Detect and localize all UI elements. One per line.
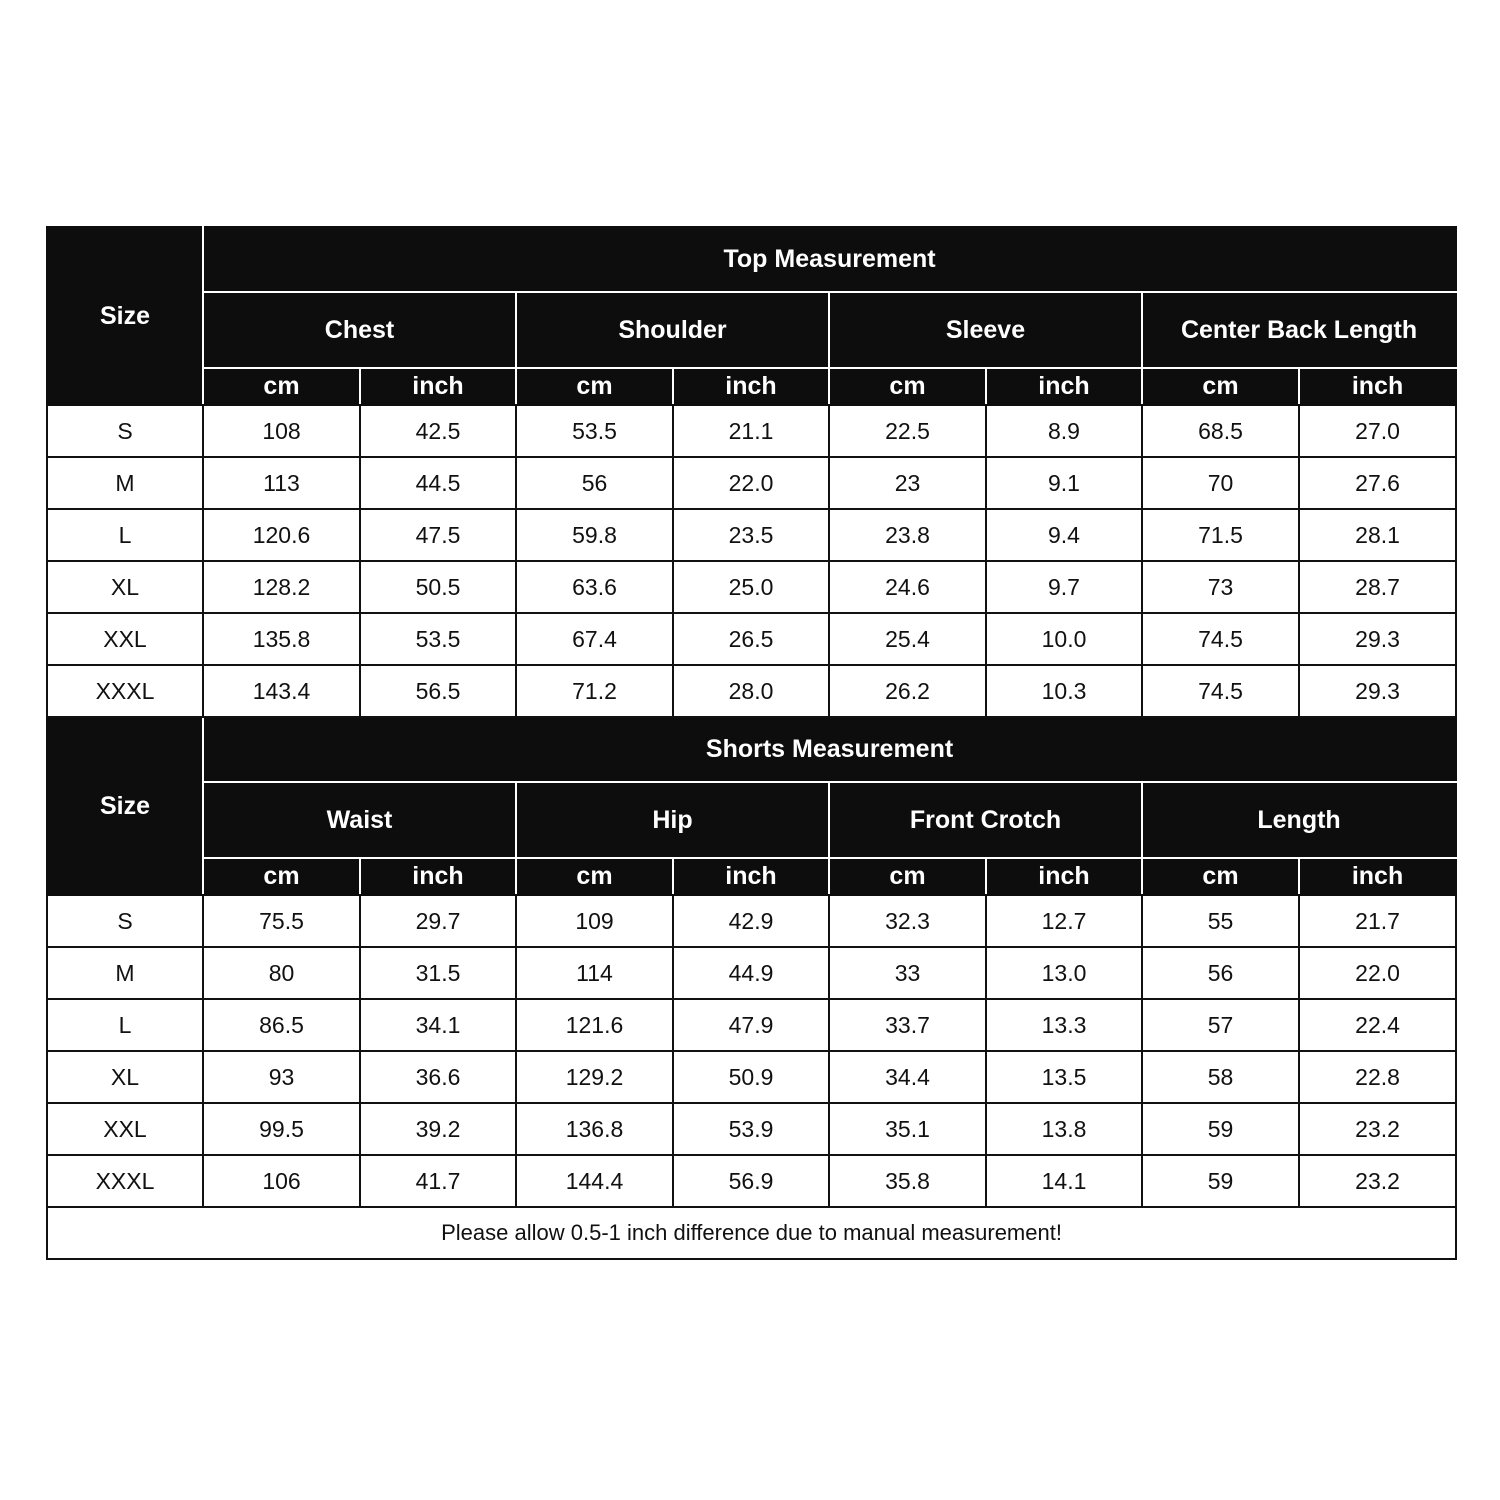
measurement-cell: 14.1 bbox=[986, 1155, 1142, 1207]
size-cell: S bbox=[47, 405, 203, 457]
unit-row bbox=[47, 368, 1456, 405]
measurement-cell: 25.0 bbox=[673, 561, 829, 613]
table-row bbox=[47, 1103, 1456, 1155]
unit-inch-header: inch bbox=[1299, 368, 1456, 405]
size-cell: L bbox=[47, 999, 203, 1051]
measurement-cell: 34.1 bbox=[360, 999, 516, 1051]
measurement-cell: 47.9 bbox=[673, 999, 829, 1051]
measurement-cell: 136.8 bbox=[516, 1103, 673, 1155]
size-cell: XXL bbox=[47, 613, 203, 665]
measurement-cell: 44.9 bbox=[673, 947, 829, 999]
measurement-cell: 22.5 bbox=[829, 405, 986, 457]
measurement-cell: 129.2 bbox=[516, 1051, 673, 1103]
size-cell: M bbox=[47, 457, 203, 509]
measurement-cell: 28.0 bbox=[673, 665, 829, 717]
measurement-cell: 106 bbox=[203, 1155, 360, 1207]
measurement-cell: 71.2 bbox=[516, 665, 673, 717]
measurement-cell: 22.0 bbox=[1299, 947, 1456, 999]
measurement-cell: 75.5 bbox=[203, 895, 360, 947]
measurement-cell: 8.9 bbox=[986, 405, 1142, 457]
measurement-cell: 22.8 bbox=[1299, 1051, 1456, 1103]
measurement-cell: 27.0 bbox=[1299, 405, 1456, 457]
table-row bbox=[47, 1051, 1456, 1103]
measurement-cell: 26.5 bbox=[673, 613, 829, 665]
measurement-cell: 47.5 bbox=[360, 509, 516, 561]
measurement-cell: 67.4 bbox=[516, 613, 673, 665]
table-row bbox=[47, 561, 1456, 613]
unit-cm-header: cm bbox=[203, 368, 360, 405]
table-row bbox=[47, 947, 1456, 999]
measurement-cell: 23.2 bbox=[1299, 1155, 1456, 1207]
measurement-cell: 50.5 bbox=[360, 561, 516, 613]
measurement-cell: 44.5 bbox=[360, 457, 516, 509]
measurement-cell: 80 bbox=[203, 947, 360, 999]
measurement-cell: 13.8 bbox=[986, 1103, 1142, 1155]
measurement-cell: 12.7 bbox=[986, 895, 1142, 947]
size-chart bbox=[46, 226, 1455, 1260]
measurement-cell: 56.5 bbox=[360, 665, 516, 717]
measurement-note: Please allow 0.5-1 inch difference due to manual measurement! bbox=[47, 1207, 1456, 1259]
measurement-cell: 108 bbox=[203, 405, 360, 457]
table-row bbox=[47, 405, 1456, 457]
measurement-cell: 35.1 bbox=[829, 1103, 986, 1155]
measurement-cell: 13.3 bbox=[986, 999, 1142, 1051]
measurement-cell: 9.4 bbox=[986, 509, 1142, 561]
measurement-group-header: Chest bbox=[203, 292, 516, 368]
measurement-cell: 9.7 bbox=[986, 561, 1142, 613]
size-cell: L bbox=[47, 509, 203, 561]
table-row bbox=[47, 509, 1456, 561]
measurement-cell: 59.8 bbox=[516, 509, 673, 561]
measurement-cell: 28.1 bbox=[1299, 509, 1456, 561]
measurement-cell: 70 bbox=[1142, 457, 1299, 509]
size-cell: XL bbox=[47, 1051, 203, 1103]
measurement-cell: 27.6 bbox=[1299, 457, 1456, 509]
unit-inch-header: inch bbox=[360, 368, 516, 405]
table-row bbox=[47, 895, 1456, 947]
measurement-group-row bbox=[47, 782, 1456, 858]
measurement-cell: 56 bbox=[1142, 947, 1299, 999]
measurement-cell: 28.7 bbox=[1299, 561, 1456, 613]
measurement-cell: 23 bbox=[829, 457, 986, 509]
measurement-group-header: Front Crotch bbox=[829, 782, 1142, 858]
unit-inch-header: inch bbox=[673, 368, 829, 405]
measurement-cell: 29.7 bbox=[360, 895, 516, 947]
measurement-cell: 74.5 bbox=[1142, 613, 1299, 665]
measurement-cell: 26.2 bbox=[829, 665, 986, 717]
measurement-cell: 24.6 bbox=[829, 561, 986, 613]
measurement-cell: 143.4 bbox=[203, 665, 360, 717]
measurement-cell: 109 bbox=[516, 895, 673, 947]
unit-cm-header: cm bbox=[1142, 858, 1299, 895]
measurement-group-header: Shoulder bbox=[516, 292, 829, 368]
unit-inch-header: inch bbox=[986, 368, 1142, 405]
measurement-cell: 121.6 bbox=[516, 999, 673, 1051]
measurement-cell: 13.0 bbox=[986, 947, 1142, 999]
measurement-cell: 39.2 bbox=[360, 1103, 516, 1155]
measurement-cell: 23.2 bbox=[1299, 1103, 1456, 1155]
measurement-group-header: Waist bbox=[203, 782, 516, 858]
measurement-cell: 86.5 bbox=[203, 999, 360, 1051]
unit-cm-header: cm bbox=[829, 858, 986, 895]
unit-row bbox=[47, 858, 1456, 895]
size-cell: XXL bbox=[47, 1103, 203, 1155]
measurement-group-header: Hip bbox=[516, 782, 829, 858]
unit-inch-header: inch bbox=[673, 858, 829, 895]
measurement-cell: 99.5 bbox=[203, 1103, 360, 1155]
measurement-cell: 23.8 bbox=[829, 509, 986, 561]
measurement-cell: 53.5 bbox=[516, 405, 673, 457]
measurement-cell: 23.5 bbox=[673, 509, 829, 561]
size-cell: M bbox=[47, 947, 203, 999]
note-row bbox=[47, 1207, 1456, 1259]
section-title: Top Measurement bbox=[203, 227, 1456, 292]
section-title-row bbox=[47, 717, 1456, 782]
measurement-cell: 35.8 bbox=[829, 1155, 986, 1207]
measurement-cell: 63.6 bbox=[516, 561, 673, 613]
measurement-cell: 59 bbox=[1142, 1103, 1299, 1155]
measurement-cell: 34.4 bbox=[829, 1051, 986, 1103]
measurement-cell: 13.5 bbox=[986, 1051, 1142, 1103]
measurement-cell: 144.4 bbox=[516, 1155, 673, 1207]
size-header: Size bbox=[47, 717, 203, 895]
measurement-cell: 10.3 bbox=[986, 665, 1142, 717]
measurement-cell: 58 bbox=[1142, 1051, 1299, 1103]
unit-inch-header: inch bbox=[360, 858, 516, 895]
table-row bbox=[47, 613, 1456, 665]
measurement-cell: 56.9 bbox=[673, 1155, 829, 1207]
measurement-cell: 68.5 bbox=[1142, 405, 1299, 457]
measurement-cell: 59 bbox=[1142, 1155, 1299, 1207]
section-title: Shorts Measurement bbox=[203, 717, 1456, 782]
measurement-cell: 93 bbox=[203, 1051, 360, 1103]
measurement-cell: 25.4 bbox=[829, 613, 986, 665]
measurement-cell: 22.4 bbox=[1299, 999, 1456, 1051]
measurement-cell: 22.0 bbox=[673, 457, 829, 509]
measurement-cell: 56 bbox=[516, 457, 673, 509]
measurement-cell: 31.5 bbox=[360, 947, 516, 999]
measurement-cell: 128.2 bbox=[203, 561, 360, 613]
measurement-cell: 71.5 bbox=[1142, 509, 1299, 561]
measurement-cell: 113 bbox=[203, 457, 360, 509]
measurement-group-row bbox=[47, 292, 1456, 368]
measurement-cell: 114 bbox=[516, 947, 673, 999]
measurement-cell: 36.6 bbox=[360, 1051, 516, 1103]
measurement-cell: 42.5 bbox=[360, 405, 516, 457]
measurement-cell: 74.5 bbox=[1142, 665, 1299, 717]
size-header: Size bbox=[47, 227, 203, 405]
unit-cm-header: cm bbox=[829, 368, 986, 405]
measurement-cell: 120.6 bbox=[203, 509, 360, 561]
measurement-cell: 53.9 bbox=[673, 1103, 829, 1155]
measurement-cell: 21.7 bbox=[1299, 895, 1456, 947]
size-cell: XXXL bbox=[47, 665, 203, 717]
measurement-cell: 73 bbox=[1142, 561, 1299, 613]
measurement-cell: 9.1 bbox=[986, 457, 1142, 509]
unit-inch-header: inch bbox=[986, 858, 1142, 895]
measurement-group-header: Length bbox=[1142, 782, 1456, 858]
measurement-cell: 21.1 bbox=[673, 405, 829, 457]
measurement-cell: 41.7 bbox=[360, 1155, 516, 1207]
measurement-cell: 32.3 bbox=[829, 895, 986, 947]
table-row bbox=[47, 665, 1456, 717]
measurement-group-header: Center Back Length bbox=[1142, 292, 1456, 368]
table-row bbox=[47, 999, 1456, 1051]
measurement-cell: 29.3 bbox=[1299, 613, 1456, 665]
size-chart-table bbox=[46, 226, 1457, 1260]
measurement-cell: 135.8 bbox=[203, 613, 360, 665]
section-title-row bbox=[47, 227, 1456, 292]
measurement-cell: 50.9 bbox=[673, 1051, 829, 1103]
measurement-cell: 29.3 bbox=[1299, 665, 1456, 717]
measurement-cell: 33.7 bbox=[829, 999, 986, 1051]
unit-inch-header: inch bbox=[1299, 858, 1456, 895]
measurement-cell: 53.5 bbox=[360, 613, 516, 665]
measurement-cell: 10.0 bbox=[986, 613, 1142, 665]
measurement-cell: 42.9 bbox=[673, 895, 829, 947]
unit-cm-header: cm bbox=[1142, 368, 1299, 405]
size-cell: XL bbox=[47, 561, 203, 613]
table-row bbox=[47, 457, 1456, 509]
measurement-cell: 33 bbox=[829, 947, 986, 999]
unit-cm-header: cm bbox=[516, 858, 673, 895]
measurement-group-header: Sleeve bbox=[829, 292, 1142, 368]
size-cell: S bbox=[47, 895, 203, 947]
measurement-cell: 55 bbox=[1142, 895, 1299, 947]
unit-cm-header: cm bbox=[203, 858, 360, 895]
measurement-cell: 57 bbox=[1142, 999, 1299, 1051]
size-cell: XXXL bbox=[47, 1155, 203, 1207]
table-row bbox=[47, 1155, 1456, 1207]
unit-cm-header: cm bbox=[516, 368, 673, 405]
